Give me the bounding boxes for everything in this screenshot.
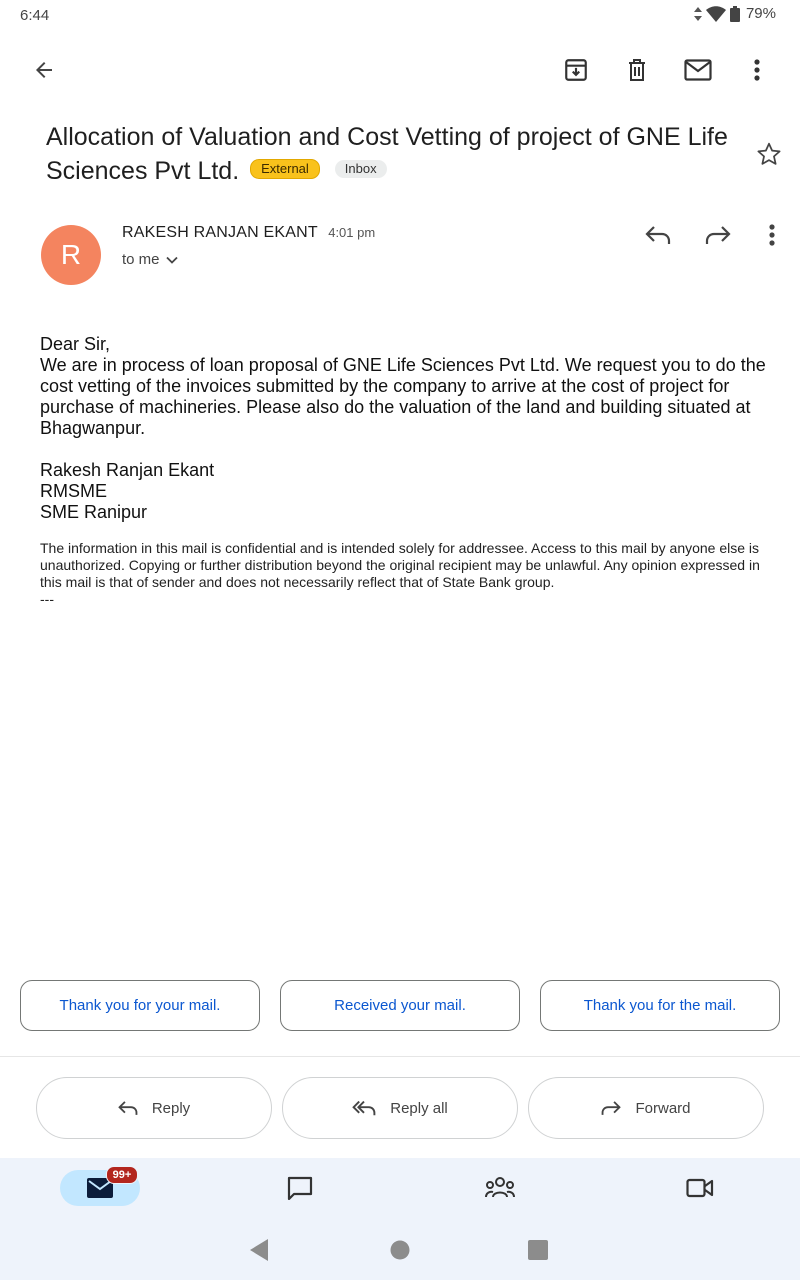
trash-icon [625, 57, 649, 83]
reply-icon-button[interactable] [634, 211, 682, 259]
battery-icon [730, 6, 740, 22]
status-bar [0, 0, 800, 32]
forward-icon [705, 225, 731, 245]
forward-icon [601, 1100, 621, 1116]
sender-avatar[interactable]: R [41, 225, 101, 285]
divider [0, 1056, 800, 1057]
nav-meet[interactable] [660, 1170, 740, 1206]
more-vert-icon [754, 59, 760, 81]
email-body [40, 334, 770, 523]
reply-button[interactable] [36, 1077, 272, 1139]
system-recents-icon[interactable] [528, 1240, 548, 1260]
forward-label: Forward [635, 1099, 691, 1117]
archive-icon [563, 57, 589, 83]
signature-name: Rakesh Ranjan Ekant [40, 460, 215, 480]
group-icon [485, 1177, 515, 1199]
system-back-icon[interactable] [248, 1238, 270, 1262]
smart-replies [20, 980, 780, 1031]
star-button[interactable] [745, 130, 793, 178]
inbox-label[interactable]: Inbox [335, 160, 387, 178]
nav-chat[interactable] [260, 1170, 340, 1206]
separator: --- [40, 591, 54, 607]
email-subject [46, 120, 736, 188]
recipient-details-toggle[interactable] [122, 251, 178, 268]
smart-reply-1[interactable]: Thank you for your mail. [20, 980, 260, 1031]
wifi-icon [706, 6, 726, 22]
sender-line[interactable] [122, 224, 375, 242]
reply-label: Reply [151, 1099, 191, 1117]
more-options-button[interactable] [733, 46, 781, 94]
system-nav [0, 1222, 800, 1280]
disclaimer [40, 540, 770, 608]
reply-icon [645, 225, 671, 245]
more-vert-icon [769, 224, 775, 246]
nav-mail[interactable] [60, 1170, 140, 1206]
mail-badge: 99+ [106, 1166, 138, 1184]
chat-icon [287, 1176, 313, 1200]
recipient-text: to me [122, 251, 160, 268]
body-paragraph: We are in process of loan proposal of GNE Life Sciences Pvt Ltd. We request you to do the cost vetting of the invoices submitted by the company to arrive at the cost of project for purchase of machineries. Please also do the valuation of the land and building situated at Bhagwanpur. [40, 355, 766, 438]
data-arrows-icon [694, 7, 702, 21]
arrow-left-icon [32, 58, 56, 82]
reply-icon [118, 1100, 138, 1116]
system-home-icon[interactable] [390, 1240, 410, 1260]
star-icon [756, 141, 782, 167]
nav-spaces[interactable] [460, 1170, 540, 1206]
subject-text: Allocation of Valuation and Cost Vetting of project of GNE Life Sciences Pvt Ltd. [46, 123, 728, 185]
smart-reply-2[interactable]: Received your mail. [280, 980, 520, 1031]
sent-time: 4:01 pm [328, 225, 376, 240]
reply-all-icon [352, 1100, 376, 1116]
archive-button[interactable] [552, 46, 600, 94]
reply-all-label: Reply all [390, 1099, 448, 1117]
sender-name: RAKESH RANJAN EKANT [122, 224, 318, 241]
delete-button[interactable] [613, 46, 661, 94]
signature-title: RMSME [40, 481, 107, 501]
signature-branch: SME Ranipur [40, 502, 148, 522]
forward-button[interactable] [528, 1077, 764, 1139]
forward-icon-button[interactable] [694, 211, 742, 259]
message-more-button[interactable] [748, 211, 796, 259]
reply-all-button[interactable] [282, 1077, 518, 1139]
back-button[interactable] [20, 46, 68, 94]
status-time: 6:44 [20, 7, 50, 24]
mark-unread-button[interactable] [674, 46, 722, 94]
battery-percent: 79% [745, 5, 776, 22]
status-icons [694, 5, 776, 22]
greeting: Dear Sir, [40, 334, 111, 354]
video-icon [686, 1178, 714, 1198]
disclaimer-text: The information in this mail is confidential and is intended solely for addressee. Access to this mail by anyone else is unauthorized. Copying or further distribution beyond the original recipient may be unlawful. Any opinion expressed in this mail is that of sender and does not necessarily reflect that of State Bank group. [40, 540, 760, 590]
envelope-icon [684, 59, 712, 81]
external-label: External [250, 159, 320, 179]
chevron-down-icon [166, 256, 178, 264]
smart-reply-3[interactable]: Thank you for the mail. [540, 980, 780, 1031]
app-bar [0, 40, 800, 100]
